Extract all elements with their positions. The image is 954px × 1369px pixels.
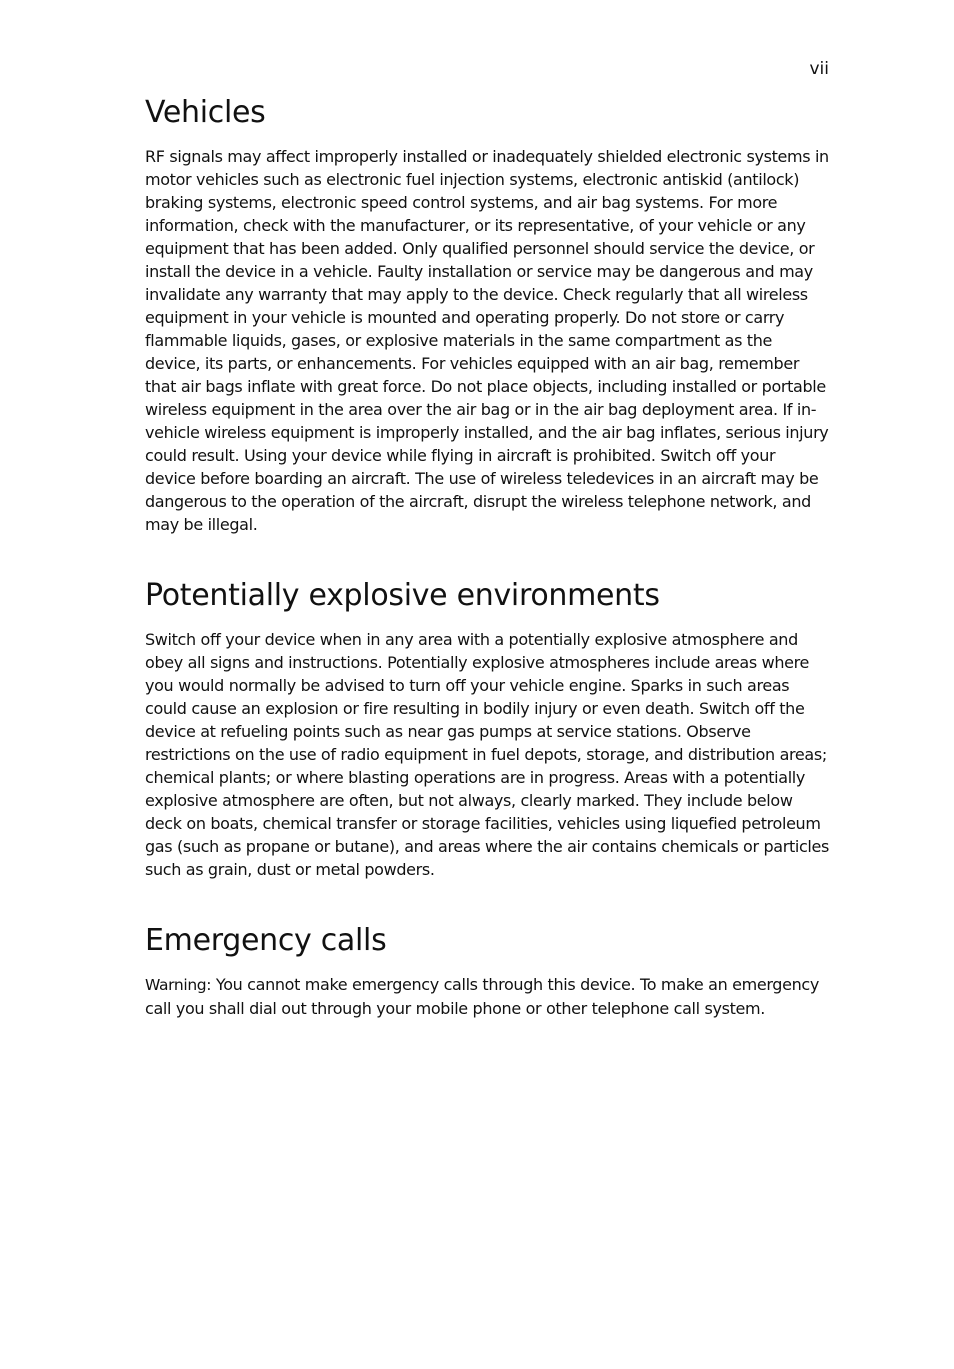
warning-paragraph [145,973,829,1020]
warning-text: You cannot make emergency calls through this device. To make an emergency call you shall dial out through your mobile phone or other telephone call system. [145,975,819,1018]
section-heading: Potentially explosive environments [145,578,660,613]
section-explosive-environments [145,575,829,881]
section-heading: Emergency calls [145,923,387,958]
section-emergency-calls [145,920,829,1020]
section-body: Switch off your device when in any area with a potentially explosive atmosphere and obey all signs and instructions. Potentially explosive atmospheres include areas where you would normally be advised to turn off your vehicle engine. Sparks in such areas could cause an explosion or fire resulting in bodily injury or even death. Switch off the device at refueling points such as near gas pumps at service stations. Observe restrictions on the use of radio equipment in fuel depots, storage, and distribution areas; chemical plants; or where blasting operations are in progress. Areas with a potentially explosive atmosphere are often, but not always, clearly marked. They include below deck on boats, chemical transfer or storage facilities, vehicles using liquefied petroleum gas (such as propane or butane), and areas where the air contains chemicals or particles such as grain, dust or metal powders. [145,630,829,879]
page-content [145,92,829,1020]
warning-label: Warning: [145,976,212,994]
section-body: RF signals may affect improperly installed or inadequately shielded electronic systems in motor vehicles such as electronic fuel injection systems, electronic antiskid (antilock) braking systems, electronic speed control systems, and air bag systems. For more information, check with the manufacturer, or its representative, of your vehicle or any equipment that has been added. Only qualified personnel should service the device, or install the device in a vehicle. Faulty installation or service may be dangerous and may invalidate any warranty that may apply to the device. Check regularly that all wireless equipment in your vehicle is mounted and operating properly. Do not store or carry flammable liquids, gases, or explosive materials in the same compartment as the device, its parts, or enhancements. For vehicles equipped with an air bag, remember that air bags inflate with great force. Do not place objects, including installed or portable wireless equipment in the area over the air bag or in the air bag deployment area. If in-vehicle wireless equipment is improperly installed, and the air bag inflates, serious injury could result. Using your device while flying in aircraft is prohibited. Switch off your device before boarding an aircraft. The use of wireless teledevices in an aircraft may be dangerous to the operation of the aircraft, disrupt the wireless telephone network, and may be illegal. [145,147,829,534]
section-heading: Vehicles [145,95,266,130]
page-number: vii [809,59,829,79]
section-vehicles [145,92,829,536]
